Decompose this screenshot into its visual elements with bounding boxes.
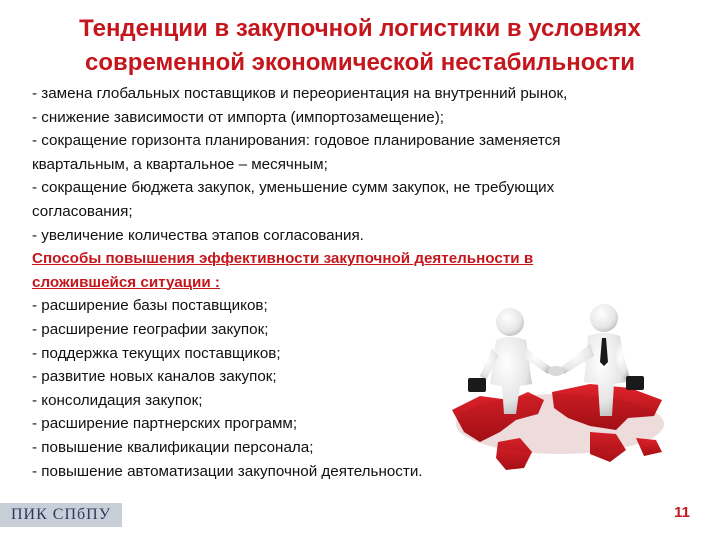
methods-heading-line-2: сложившейся ситуации : — [32, 273, 220, 291]
method-item: - расширение базы поставщиков; — [32, 297, 268, 315]
trend-item: согласования; — [32, 202, 133, 220]
method-item: - развитие новых каналов закупок; — [32, 368, 277, 386]
page-number: 11 — [674, 504, 690, 521]
method-item: - поддержка текущих поставщиков; — [32, 344, 281, 362]
method-item: - повышение квалификации персонала; — [32, 438, 314, 456]
trend-item: - сокращение горизонта планирования: годовое планирование заменяется — [32, 132, 561, 150]
trend-item: - замена глобальных поставщиков и переориентация на внутренний рынок, — [32, 85, 568, 102]
footer-logo: ПИК СПбПУ — [0, 503, 122, 527]
trend-item: - снижение зависимости от импорта (импортозамещение); — [32, 108, 445, 126]
method-item: - расширение партнерских программ; — [32, 415, 298, 433]
trend-item: - увеличение количества этапов согласования. — [32, 226, 364, 244]
handshake-figures-on-world-map-icon — [440, 292, 680, 472]
method-item: - повышение автоматизации закупочной деятельности. — [32, 462, 423, 480]
trend-item: квартальным, а квартальное – месячным; — [32, 155, 328, 173]
methods-heading-line-1: Способы повышения эффективности закупочной деятельности в — [32, 250, 534, 268]
title-line-1: Тенденции в закупочной логистики в условиях — [79, 15, 641, 42]
trend-item: - сокращение бюджета закупок, уменьшение сумм закупок, не требующих — [32, 179, 555, 197]
handshake-icon — [548, 366, 564, 376]
slide-title — [30, 12, 690, 80]
method-item: - расширение географии закупок; — [32, 320, 269, 338]
world-map-shape — [452, 384, 664, 470]
title-line-2: современной экономической нестабильности — [85, 49, 635, 76]
method-item: - консолидация закупок; — [32, 391, 203, 409]
